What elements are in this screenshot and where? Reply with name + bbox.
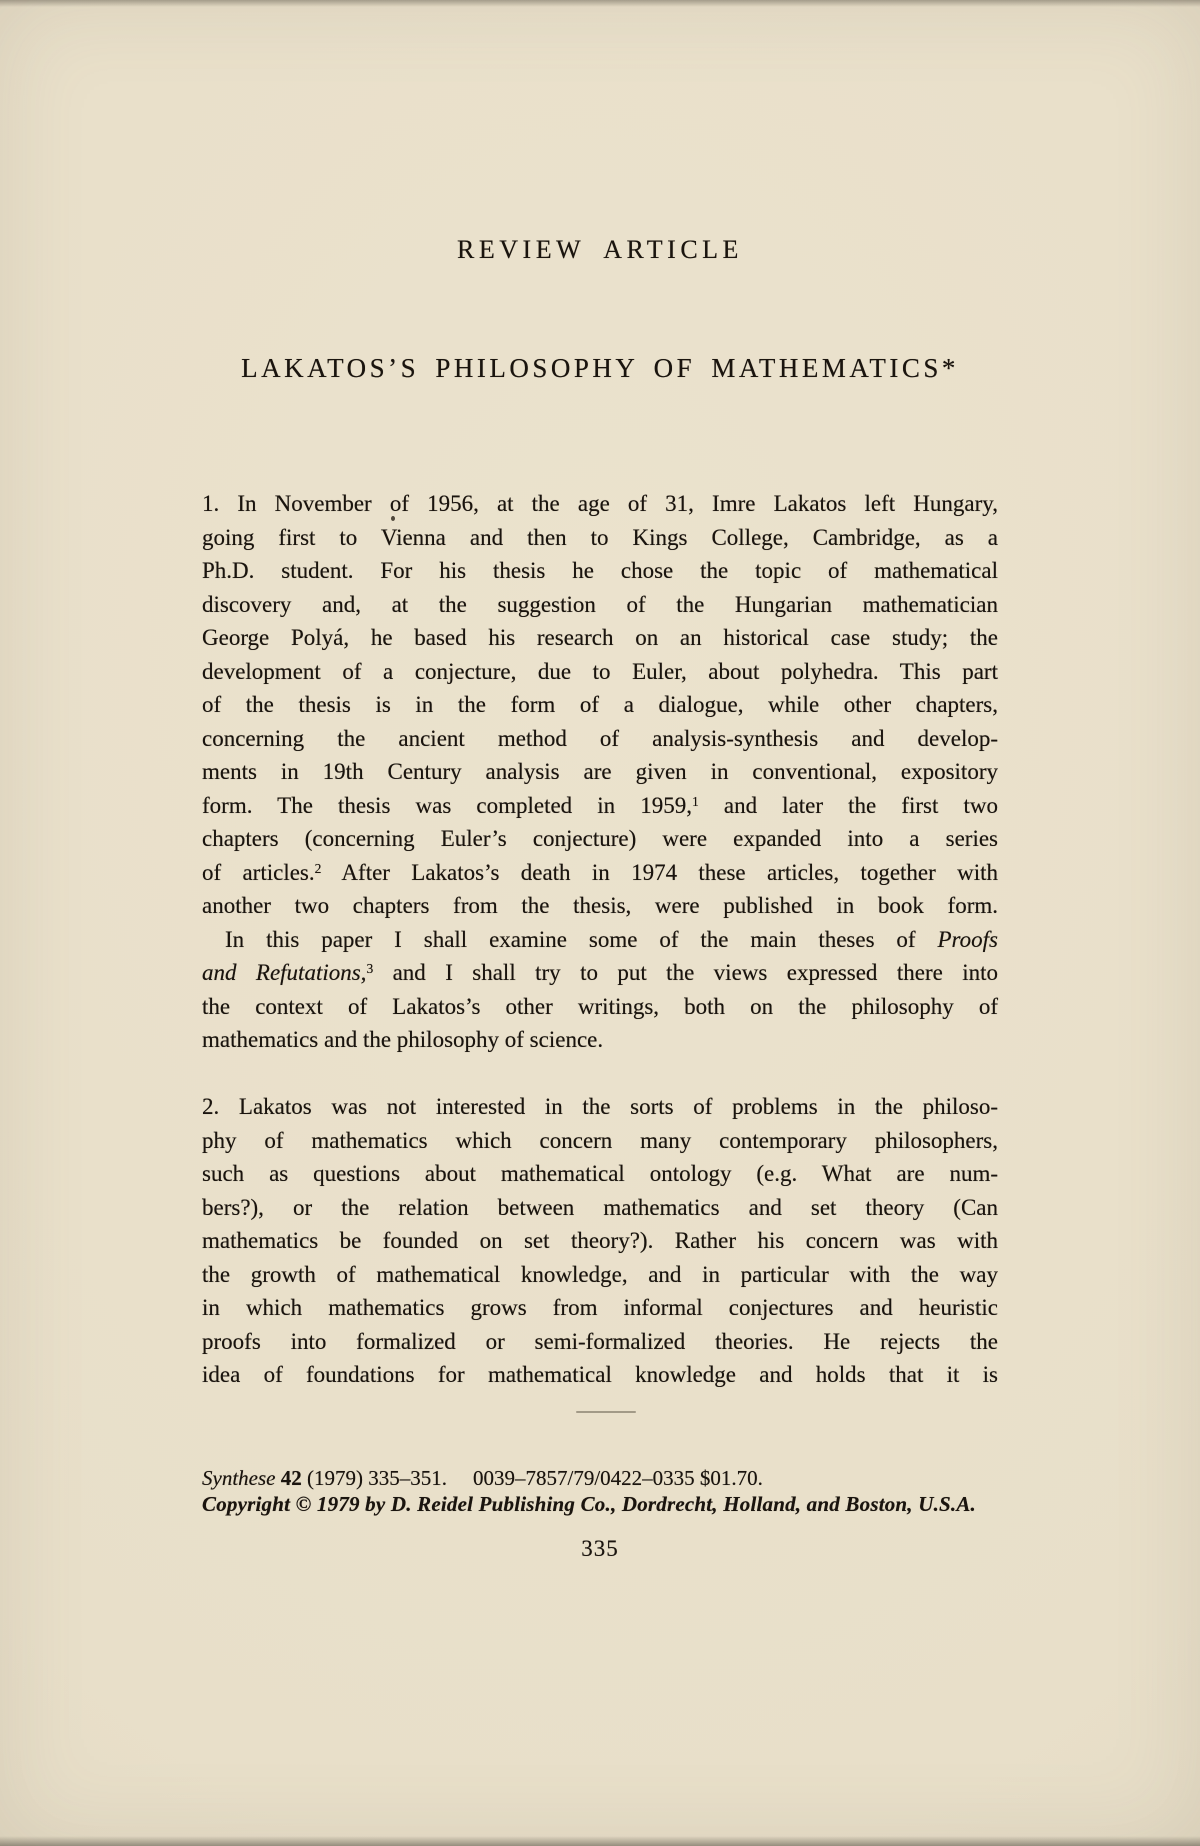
text-line xyxy=(202,889,998,923)
text-segment: mathematics and the philosophy of science. xyxy=(202,1027,604,1052)
text-segment: idea of foundations for mathematical knowledge and holds that it is xyxy=(202,1362,998,1387)
footnote-marker: 1 xyxy=(692,793,699,809)
text-line xyxy=(202,1358,998,1392)
text-segment: and I shall try to put the views expressed there into xyxy=(373,960,998,985)
text-segment: After Lakatos’s death in 1974 these articles, together with xyxy=(321,859,998,885)
text-segment: mathematics be founded on set theory?). Rather his concern was with xyxy=(202,1228,998,1253)
text-segment: (1979) 335–351. xyxy=(306,1466,447,1490)
footnote-marker: 2 xyxy=(314,860,322,876)
scan-artifact-line xyxy=(576,1411,636,1413)
text-segment: and Refutations, xyxy=(202,960,367,985)
text-line xyxy=(202,789,998,823)
text-segment: phy of mathematics which concern many contemporary philosophers, xyxy=(202,1127,998,1153)
text-line xyxy=(202,1291,998,1325)
text-segment: another two chapters from the thesis, were published in book form. xyxy=(202,893,998,918)
text-segment: Synthese xyxy=(202,1466,281,1490)
text-line xyxy=(202,1224,998,1258)
page-number: 335 xyxy=(581,1536,619,1561)
text-segment: 0039–7857/79/0422–0335 $01.70. xyxy=(472,1466,763,1490)
text-segment: Proofs xyxy=(937,926,998,952)
text-line xyxy=(202,1157,998,1191)
copyright-line: Copyright © 1979 by D. Reidel Publishing Co., Dordrecht, Holland, and Boston, U.S.A. xyxy=(202,1491,977,1516)
text-line xyxy=(202,487,998,521)
text-line xyxy=(202,588,998,622)
text-line xyxy=(202,956,998,990)
text-segment: of articles. xyxy=(202,859,315,885)
page-top-edge-shading xyxy=(0,0,1200,7)
text-segment: 42 xyxy=(280,1466,307,1490)
text-line xyxy=(202,1124,998,1158)
text-line xyxy=(202,1258,998,1292)
text-segment: form. The thesis was completed in 1959, xyxy=(202,792,693,818)
text-line xyxy=(202,1090,998,1124)
text-segment: discovery and, at the suggestion of the Hungarian mathematician xyxy=(202,591,998,617)
text-segment: chapters (concerning Euler’s conjecture) were expanded into a series xyxy=(202,826,998,851)
review-article-label: REVIEW ARTICLE xyxy=(457,235,743,264)
text-line xyxy=(202,1023,998,1057)
text-segment: such as questions about mathematical ontology (e.g. What are num- xyxy=(202,1161,998,1186)
text-segment: 1. In November of 1956, at the age of 31, Imre Lakatos left Hungary, xyxy=(202,491,998,516)
article-title: LAKATOS’S PHILOSOPHY OF MATHEMATICS* xyxy=(241,353,959,383)
text-line xyxy=(202,1325,998,1359)
text-segment: 2. Lakatos was not interested in the sorts of problems in the philoso- xyxy=(202,1094,998,1119)
text-segment: ments in 19th Century analysis are given in conventional, expository xyxy=(202,759,998,784)
text-line xyxy=(202,655,998,689)
text-segment: and later the first two xyxy=(698,792,998,818)
text-segment: In this paper I shall examine some of the main theses of xyxy=(225,926,938,952)
text-line xyxy=(202,621,998,655)
scan-artifact-dot xyxy=(391,516,395,521)
text-line xyxy=(202,722,998,756)
article-body xyxy=(202,487,998,1392)
text-line xyxy=(202,923,998,957)
text-segment: development of a conjecture, due to Euler, about polyhedra. This part xyxy=(202,658,998,684)
text-segment: of the thesis is in the form of a dialogue, while other chapters, xyxy=(202,692,998,717)
text-line xyxy=(202,822,998,856)
text-segment: George Polyá, he based his research on an historical case study; the xyxy=(202,625,998,650)
text-line xyxy=(202,755,998,789)
text-line xyxy=(202,856,998,890)
text-segment: Ph.D. student. For his thesis he chose the topic of mathematical xyxy=(202,558,998,583)
text-segment: the growth of mathematical knowledge, and in particular with the way xyxy=(202,1261,998,1287)
footnote-marker: 3 xyxy=(366,961,374,976)
text-segment: in which mathematics grows from informal conjectures and heuristic xyxy=(202,1295,998,1320)
text-segment: proofs into formalized or semi-formalized theories. He rejects the xyxy=(202,1328,998,1354)
page-footer xyxy=(202,1466,1032,1517)
text-segment: concerning the ancient method of analysis-synthesis and develop- xyxy=(202,725,998,751)
text-line xyxy=(202,688,998,722)
text-line xyxy=(202,554,998,588)
page-bottom-edge-shading xyxy=(0,1836,1200,1846)
text-line xyxy=(202,521,998,555)
text-line xyxy=(202,990,998,1024)
text-line xyxy=(202,1191,998,1225)
body-paragraph xyxy=(202,487,998,1057)
journal-citation xyxy=(202,1466,1032,1492)
text-segment: bers?), or the relation between mathematics and set theory (Can xyxy=(202,1194,998,1220)
body-paragraph xyxy=(202,1090,998,1392)
text-segment: going first to Vienna and then to Kings College, Cambridge, as a xyxy=(202,524,998,550)
text-segment: the context of Lakatos’s other writings, both on the philosophy of xyxy=(202,993,998,1019)
